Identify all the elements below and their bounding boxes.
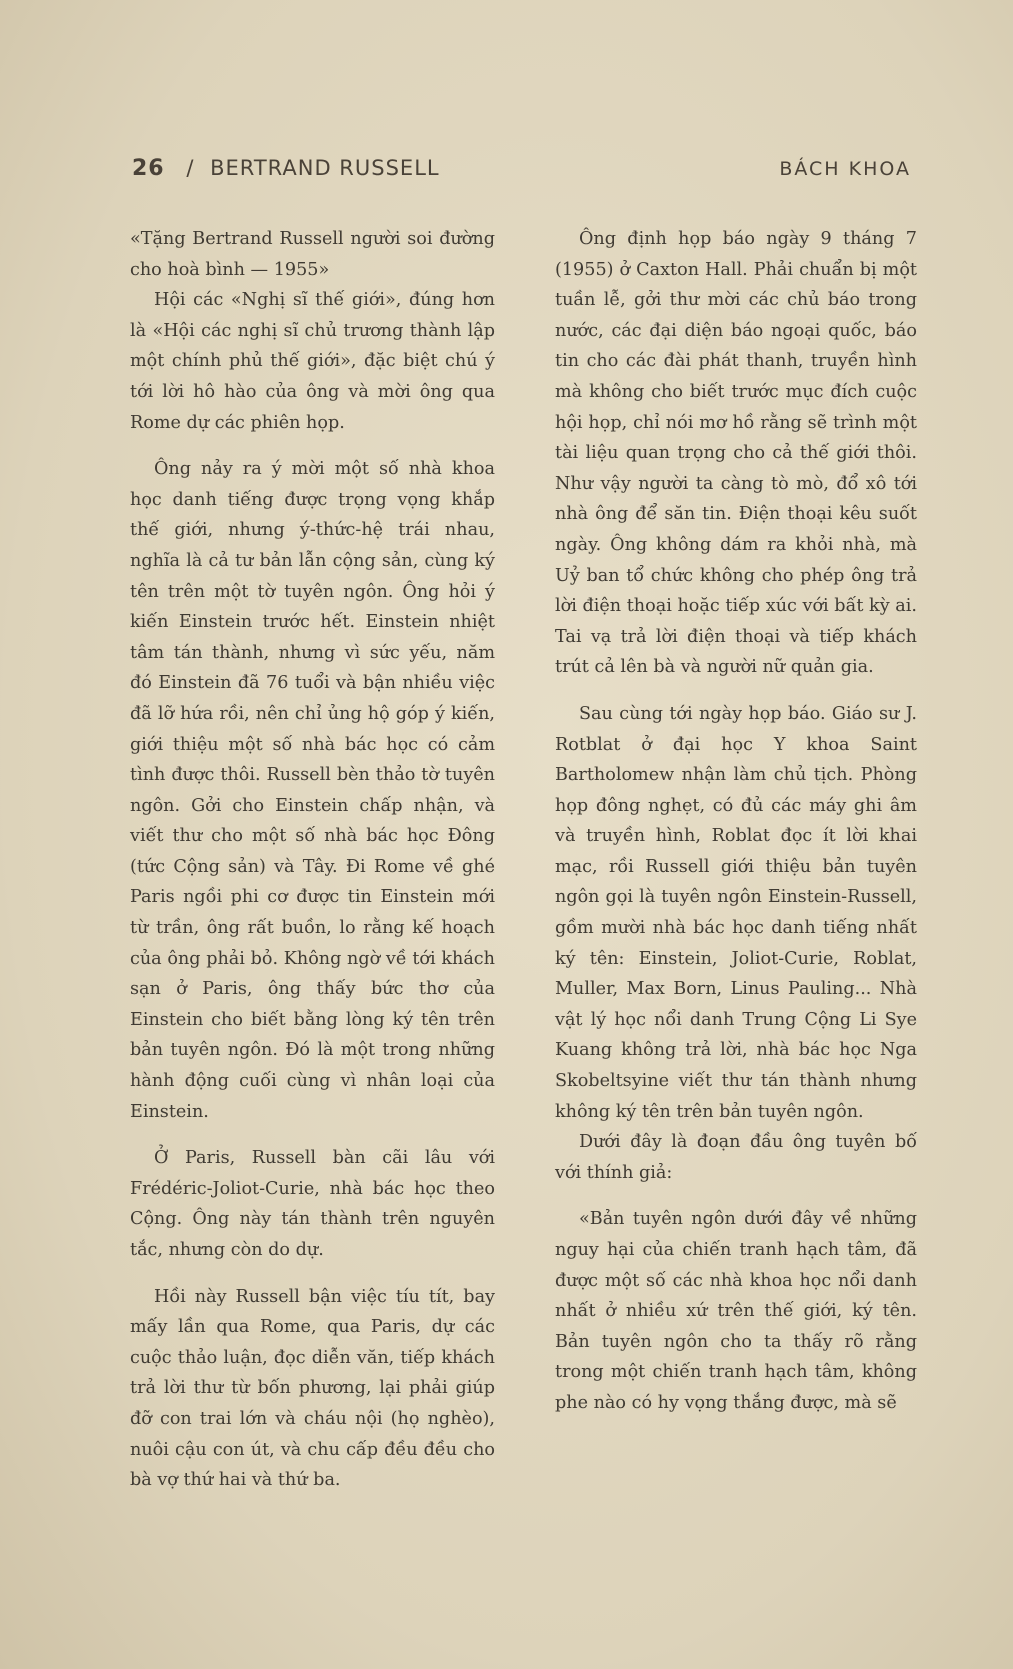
header-magazine-title: BÁCH KHOA bbox=[779, 158, 911, 180]
page-number: 26 bbox=[132, 156, 165, 181]
right-column bbox=[555, 224, 917, 1419]
header-left bbox=[132, 156, 440, 181]
dedication-line: «Tặng Bertrand Russell người soi đường cho hoà bình — 1955» bbox=[130, 229, 495, 280]
running-header bbox=[132, 156, 911, 192]
left-column bbox=[130, 224, 495, 1496]
paragraph: Ông định họp báo ngày 9 tháng 7 (1955) ở Caxton Hall. Phải chuẩn bị một tuần lễ, gởi thư mời các chủ báo trong nước, các đại diện báo ngoại quốc, báo tin cho các đài phát thanh, truyền hình mà không cho biết trước mục đích cuộc hội họp, chỉ nói mơ hồ rằng sẽ trình một tài liệu quan trọng cho cả thế giới thôi. Như vậy người ta càng tò mò, đổ xô tới nhà ông để săn tin. Điện thoại kêu suốt ngày. Ông không dám ra khỏi nhà, mà Uỷ ban tổ chức không cho phép ông trả lời điện thoại hoặc tiếp xúc với bất kỳ ai. Tai vạ trả lời điện thoại và tiếp khách trút cả lên bà và người nữ quản gia. bbox=[555, 229, 917, 678]
paragraph: Ở Paris, Russell bàn cãi lâu với Frédéric-Joliot-Curie, nhà bác học theo Cộng. Ông này tán thành trên nguyên tắc, nhưng còn do dự. bbox=[130, 1148, 495, 1260]
header-separator: / bbox=[186, 156, 195, 180]
header-book-title: BERTRAND RUSSELL bbox=[210, 156, 440, 180]
paragraph: Dưới đây là đoạn đầu ông tuyên bố với thính giả: bbox=[555, 1132, 917, 1183]
paragraph: Hội các «Nghị sĩ thế giới», đúng hơn là «Hội các nghị sĩ chủ trương thành lập một chính phủ thế giới», đặc biệt chú ý tới lời hô hào của ông và mời ông qua Rome dự các phiên họp. bbox=[130, 290, 495, 433]
paragraph: Hồi này Russell bận việc tíu tít, bay mấy lần qua Rome, qua Paris, dự các cuộc thảo luận, đọc diễn văn, tiếp khách trả lời thư từ bốn phương, lại phải giúp đỡ con trai lớn và cháu nội (họ nghèo), nuôi cậu con út, và chu cấp đều đều cho bà vợ thứ hai và thứ ba. bbox=[130, 1286, 495, 1491]
paragraph: Sau cùng tới ngày họp báo. Giáo sư J. Rotblat ở đại học Y khoa Saint Bartholomew nhận làm chủ tịch. Phòng họp đông nghẹt, có đủ các máy ghi âm và truyền hình, Roblat đọc ít lời khai mạc, rồi Russell giới thiệu bản tuyên ngôn gọi là tuyên ngôn Einstein-Russell, gồm mười nhà bác học danh tiếng nhất ký tên: Einstein, Joliot-Curie, Roblat, Muller, Max Born, Linus Pauling... Nhà vật lý học nổi danh Trung Cộng Li Sye Kuang không trả lời, nhà bác học Nga Skobeltsyine viết thư tán thành nhưng không ký tên trên bản tuyên ngôn. bbox=[555, 703, 917, 1122]
paragraph: Ông nảy ra ý mời một số nhà khoa học danh tiếng được trọng vọng khắp thế giới, nhưng ý-thức-hệ trái nhau, nghĩa là cả tư bản lẫn cộng sản, cùng ký tên trên một tờ tuyên ngôn. Ông hỏi ý kiến Einstein trước hết. Einstein nhiệt tâm tán thành, nhưng vì sức yếu, năm đó Einstein đã 76 tuổi và bận nhiều việc đã lỡ hứa rồi, nên chỉ ủng hộ góp ý kiến, giới thiệu một số nhà bác học có cảm tình được thôi. Russell bèn thảo tờ tuyên ngôn. Gởi cho Einstein chấp nhận, và viết thư cho một số nhà bác học Đông (tức Cộng sản) và Tây. Đi Rome về ghé Paris ngồi phi cơ được tin Einstein mới từ trần, ông rất buồn, lo rằng kế hoạch của ông phải bỏ. Không ngờ về tới khách sạn ở Paris, ông thấy bức thơ của Einstein cho biết bằng lòng ký tên trên bản tuyên ngôn. Đó là một trong những hành động cuối cùng vì nhân loại của Einstein. bbox=[130, 459, 495, 1122]
quoted-paragraph: «Bản tuyên ngôn dưới đây về những nguy hại của chiến tranh hạch tâm, đã được một số các nhà khoa học nổi danh nhất ở nhiều xứ trên thế giới, ký tên. Bản tuyên ngôn cho ta thấy rõ rằng trong một chiến tranh hạch tâm, không phe nào có hy vọng thắng được, mà sẽ bbox=[555, 1209, 917, 1413]
